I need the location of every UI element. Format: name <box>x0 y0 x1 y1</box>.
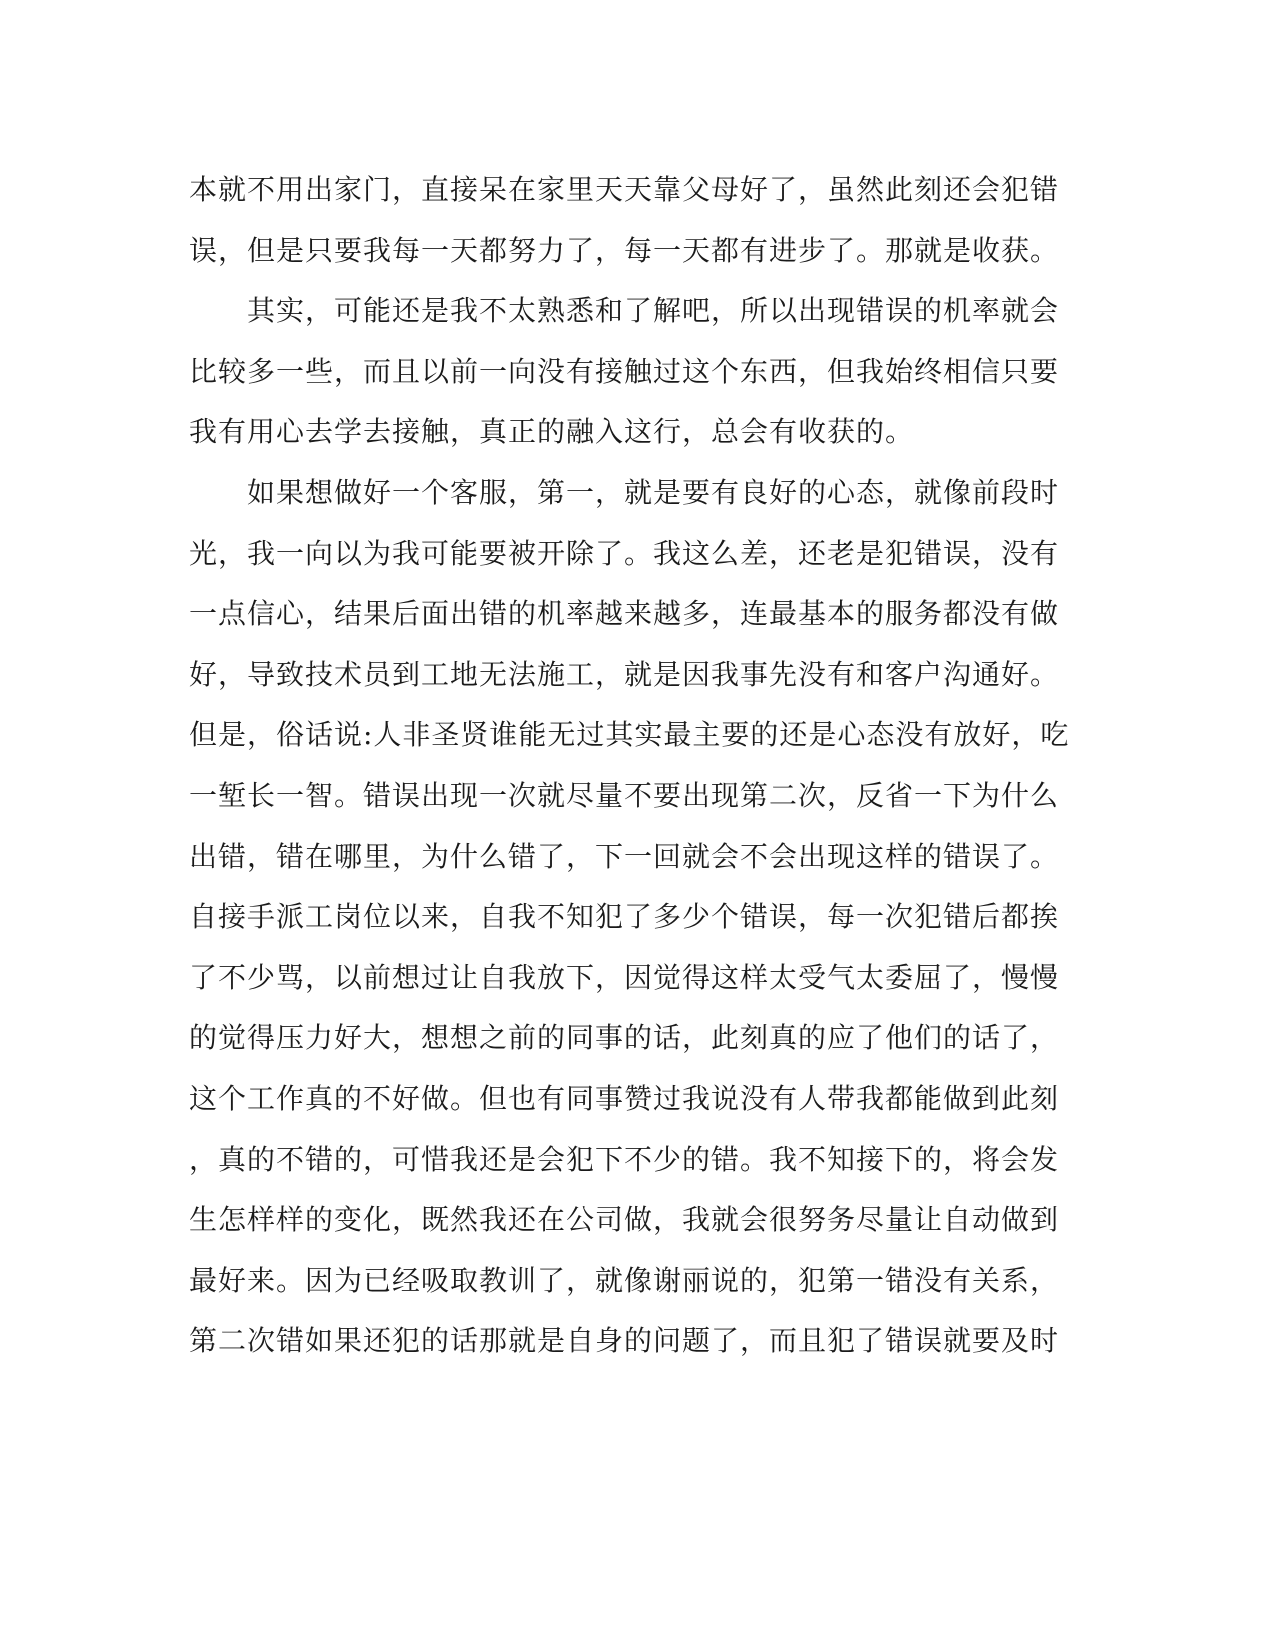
text-line: 我有用心去学去接触，真正的融入这行，总会有收获的。 <box>189 415 915 449</box>
text-line: 好，导致技术员到工地无法施工，就是因我事先没有和客户沟通好。 <box>189 657 1060 691</box>
text-line: 的觉得压力好大，想想之前的同事的话，此刻真的应了他们的话了， <box>189 1021 1060 1055</box>
text-line: 其实，可能还是我不太熟悉和了解吧，所以出现错误的机率就会 <box>189 294 1060 328</box>
text-line: 生怎样样的变化，既然我还在公司做，我就会很努务尽量让自动做到 <box>189 1203 1060 1237</box>
text-line: 但是，俗话说:人非圣贤谁能无过其实最主要的还是心态没有放好，吃 <box>189 718 1070 752</box>
text-line: 误，但是只要我每一天都努力了，每一天都有进步了。那就是收获。 <box>189 233 1060 267</box>
body-text <box>189 160 1079 1372</box>
text-line: 如果想做好一个客服，第一，就是要有良好的心态，就像前段时 <box>189 475 1060 509</box>
text-line: 本就不用出家门，直接呆在家里天天靠父母好了，虽然此刻还会犯错 <box>189 173 1060 206</box>
text-line: ，真的不错的，可惜我还是会犯下不少的错。我不知接下的，将会发 <box>189 1142 1060 1176</box>
text-line: 出错，错在哪里，为什么错了，下一回就会不会出现这样的错误了。 <box>189 839 1060 873</box>
text-line: 比较多一些，而且以前一向没有接触过这个东西，但我始终相信只要 <box>189 354 1060 388</box>
text-line: 一堑长一智。错误出现一次就尽量不要出现第二次，反省一下为什么 <box>189 778 1060 812</box>
text-line: 光，我一向以为我可能要被开除了。我这么差，还老是犯错误，没有 <box>189 536 1060 570</box>
text-line: 自接手派工岗位以来，自我不知犯了多少个错误，每一次犯错后都挨 <box>189 900 1060 934</box>
text-line: 第二次错如果还犯的话那就是自身的问题了，而且犯了错误就要及时 <box>189 1324 1060 1358</box>
text-line: 一点信心，结果后面出错的机率越来越多，连最基本的服务都没有做 <box>189 597 1060 631</box>
text-line: 这个工作真的不好做。但也有同事赞过我说没有人带我都能做到此刻 <box>189 1081 1060 1115</box>
text-line: 最好来。因为已经吸取教训了，就像谢丽说的，犯第一错没有关系， <box>189 1263 1060 1297</box>
text-line: 了不少骂，以前想过让自我放下，因觉得这样太受气太委屈了，慢慢 <box>189 960 1060 994</box>
